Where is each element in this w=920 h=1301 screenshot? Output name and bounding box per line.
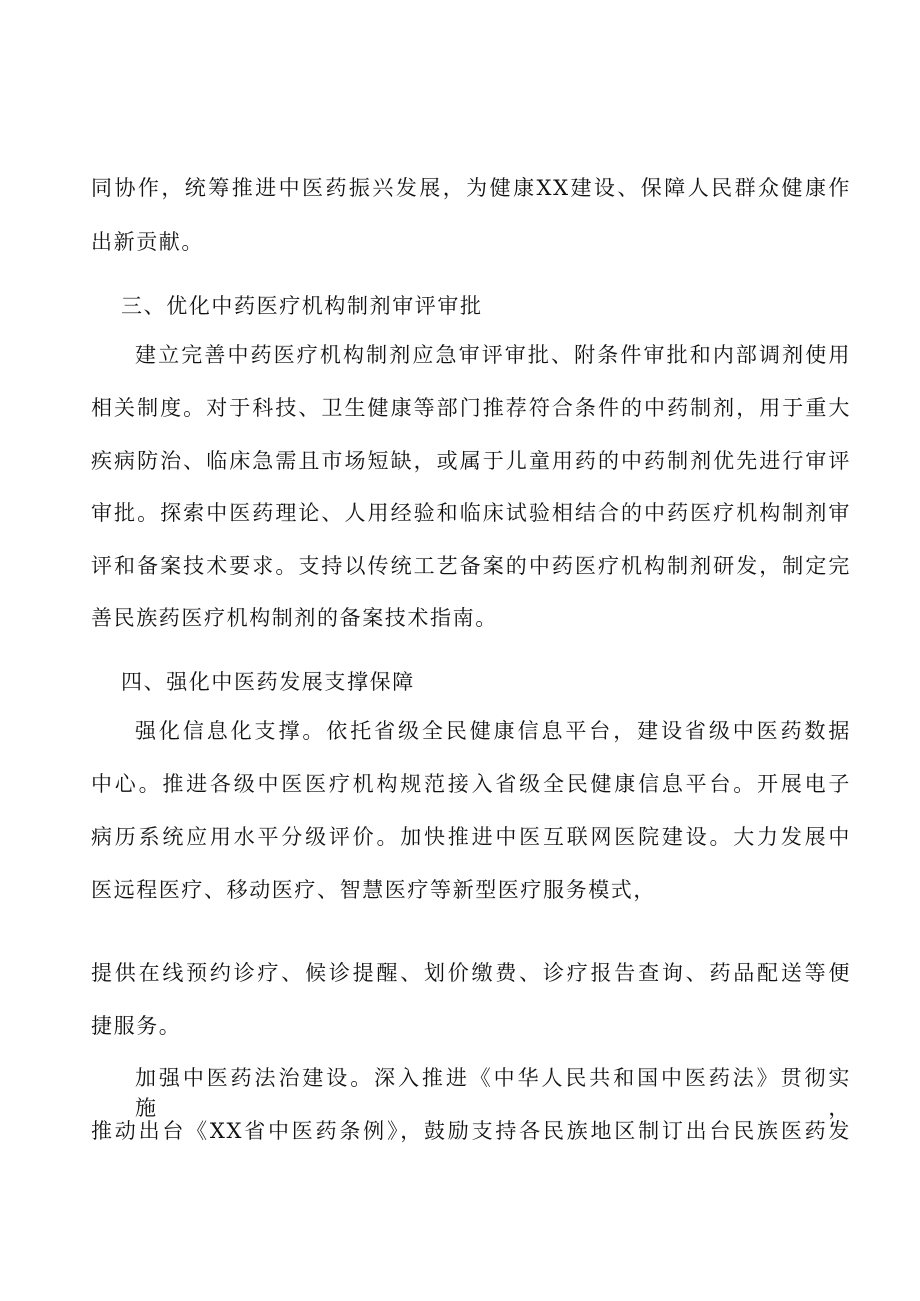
paragraph-line: 加强中医药法治建设。深入推进《中华人民共和国中医药法》贯彻实施，: [135, 1066, 851, 1120]
paragraph-line: 病历系统应用水平分级评价。加快推进中医互联网医院建设。大力发展中: [91, 825, 851, 849]
paragraph-line: 审批。探索中医药理论、人用经验和临床试验相结合的中药医疗机构制剂审: [91, 501, 851, 525]
paragraph-line: 相关制度。对于科技、卫生健康等部门推荐符合条件的中药制剂，用于重大: [91, 396, 851, 420]
paragraph-line: 同协作，统筹推进中医药振兴发展，为健康XX建设、保障人民群众健康作: [91, 176, 851, 200]
paragraph-line: 强化信息化支撑。依托省级全民健康信息平台，建设省级中医药数据: [135, 719, 851, 743]
paragraph-line: 推动出台《XX省中医药条例》，鼓励支持各民族地区制订出台民族医药发: [91, 1119, 851, 1143]
paragraph-line: 捷服务。: [91, 1014, 182, 1038]
paragraph-line: 出新贡献。: [91, 230, 204, 254]
paragraph-line: 评和备案技术要求。支持以传统工艺备案的中药医疗机构制剂研发，制定完: [91, 554, 851, 578]
paragraph-line: 中心。推进各级中医医疗机构规范接入省级全民健康信息平台。开展电子: [91, 772, 851, 796]
paragraph-line: 善民族药医疗机构制剂的备案技术指南。: [91, 606, 498, 630]
paragraph-line: 疾病防治、临床急需且市场短缺，或属于儿童用药的中药制剂优先进行审评: [91, 449, 851, 473]
section-heading: 四、强化中医药发展支撑保障: [121, 670, 415, 694]
paragraph-line: 提供在线预约诊疗、候诊提醒、划价缴费、诊疗报告查询、药品配送等便: [91, 961, 851, 985]
paragraph-line: 医远程医疗、移动医疗、智慧医疗等新型医疗服务模式，: [91, 878, 656, 902]
paragraph-line: 建立完善中药医疗机构制剂应急审评审批、附条件审批和内部调剂使用: [135, 343, 851, 367]
section-heading: 三、优化中药医疗机构制剂审评审批: [121, 294, 483, 318]
